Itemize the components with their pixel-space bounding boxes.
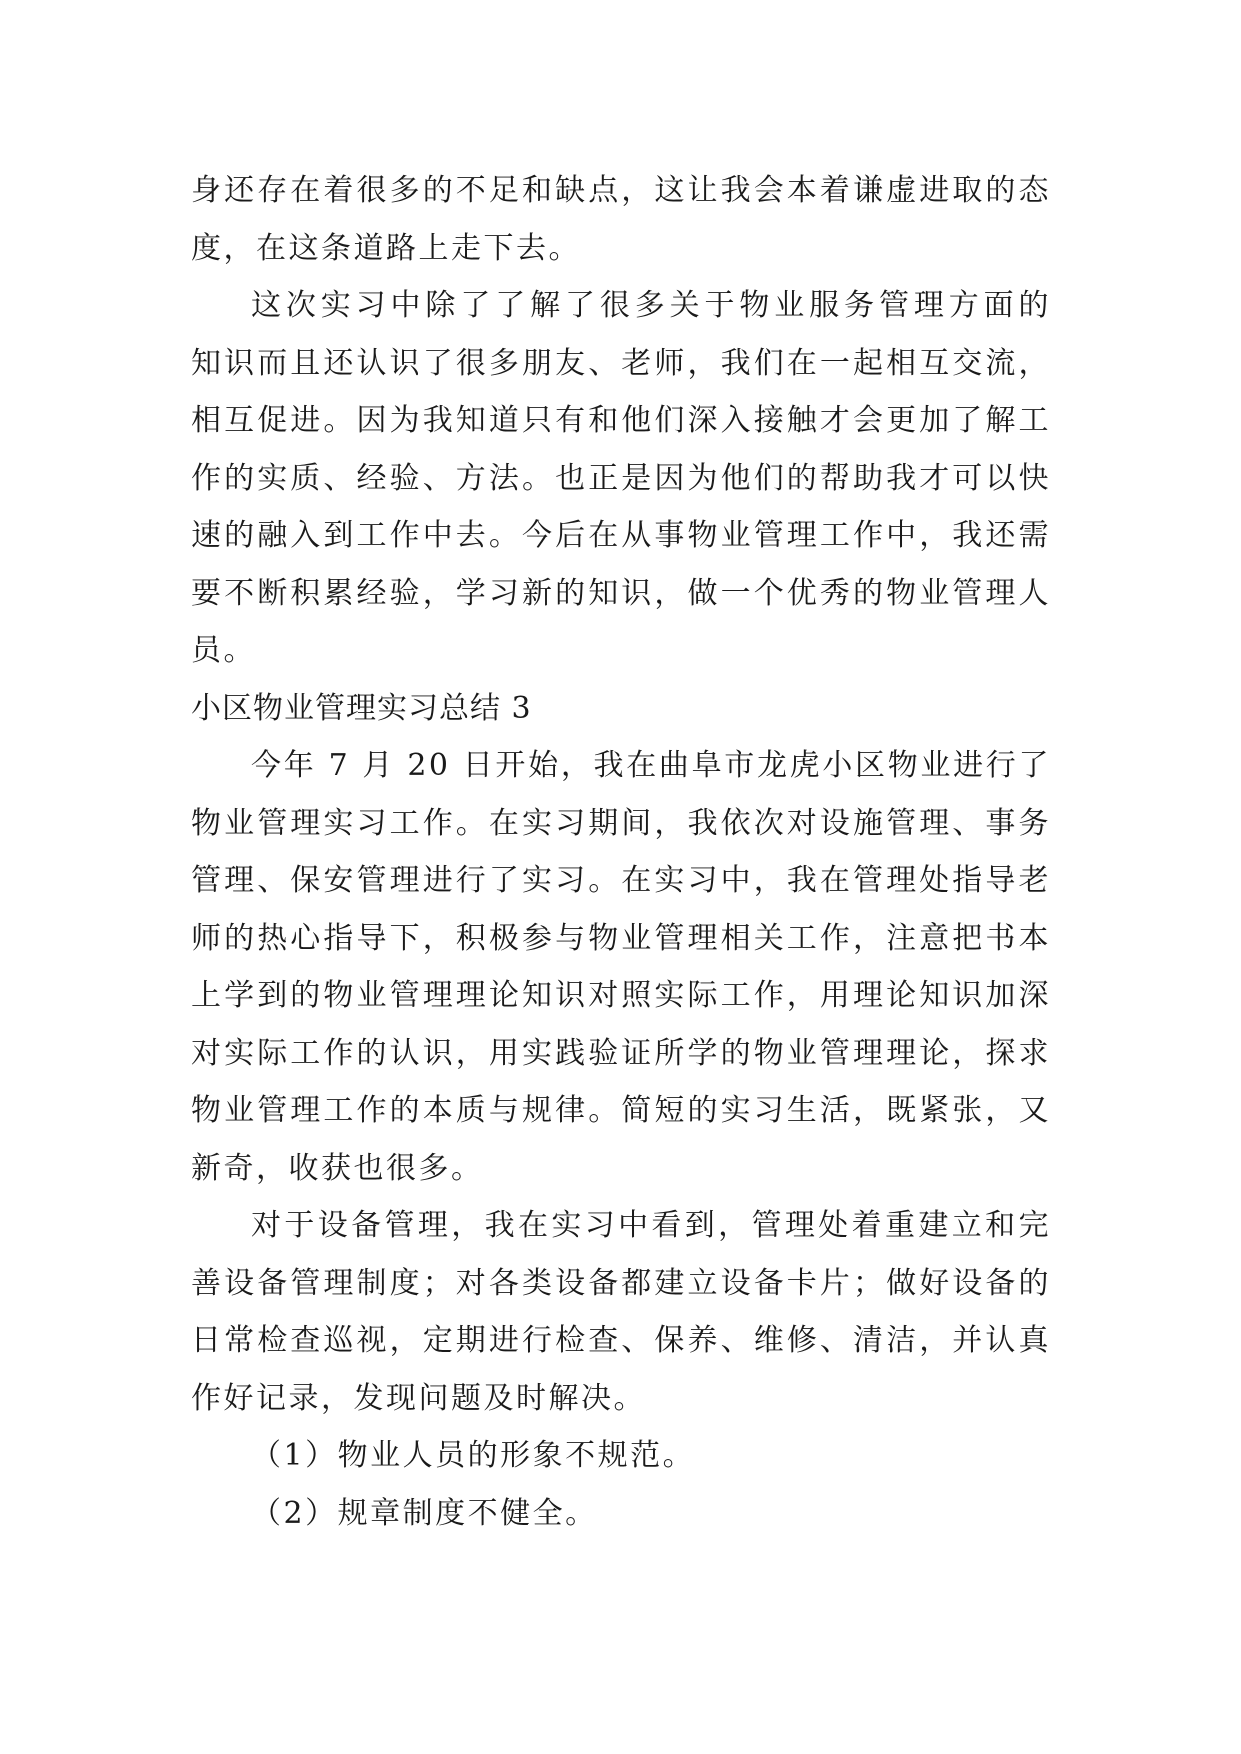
text-line: 新奇，收获也很多。	[191, 1150, 484, 1186]
document-body	[191, 162, 1051, 1542]
text-line: 日常检查巡视，定期进行检查、保养、维修、清洁，并认真	[191, 1323, 1051, 1358]
text-line: 相互促进。因为我知道只有和他们深入接触才会更加了解工	[191, 403, 1051, 438]
section-heading: 小区物业管理实习总结 3	[191, 690, 532, 726]
text-line: 知识而且还认识了很多朋友、老师，我们在一起相互交流，	[191, 345, 1051, 381]
text-line: 物业管理实习工作。在实习期间，我依次对设施管理、事务	[191, 805, 1051, 841]
text-line: 对实际工作的认识，用实践验证所学的物业管理理论，探求	[191, 1035, 1051, 1071]
text-line: 物业管理工作的本质与规律。简短的实习生活，既紧张，又	[191, 1093, 1051, 1128]
text-line: 作的实质、经验、方法。也正是因为他们的帮助我才可以快	[191, 460, 1051, 496]
list-item: （1）物业人员的形象不规范。	[251, 1438, 696, 1473]
paragraph-first-line: 这次实习中除了了解了很多关于物业服务管理方面的	[251, 288, 1051, 323]
text-line: 员。	[191, 633, 256, 668]
text-line: 身还存在着很多的不足和缺点，这让我会本着谦虚进取的态	[191, 173, 1051, 208]
text-line: 速的融入到工作中去。今后在从事物业管理工作中，我还需	[191, 518, 1051, 553]
text-line: 师的热心指导下，积极参与物业管理相关工作，注意把书本	[191, 920, 1051, 956]
list-item: （2）规章制度不健全。	[251, 1495, 598, 1531]
text-line: 作好记录，发现问题及时解决。	[191, 1380, 646, 1416]
text-line: 度，在这条道路上走下去。	[191, 230, 581, 266]
text-line: 善设备管理制度；对各类设备都建立设备卡片；做好设备的	[191, 1265, 1051, 1301]
paragraph-first-line: 对于设备管理，我在实习中看到，管理处着重建立和完	[251, 1208, 1051, 1243]
text-line: 上学到的物业管理理论知识对照实际工作，用理论知识加深	[191, 978, 1051, 1013]
text-line: 要不断积累经验，学习新的知识，做一个优秀的物业管理人	[191, 575, 1051, 611]
text-line: 管理、保安管理进行了实习。在实习中，我在管理处指导老	[191, 863, 1051, 898]
paragraph-first-line: 今年 7 月 20 日开始，我在曲阜市龙虎小区物业进行了	[251, 748, 1051, 783]
